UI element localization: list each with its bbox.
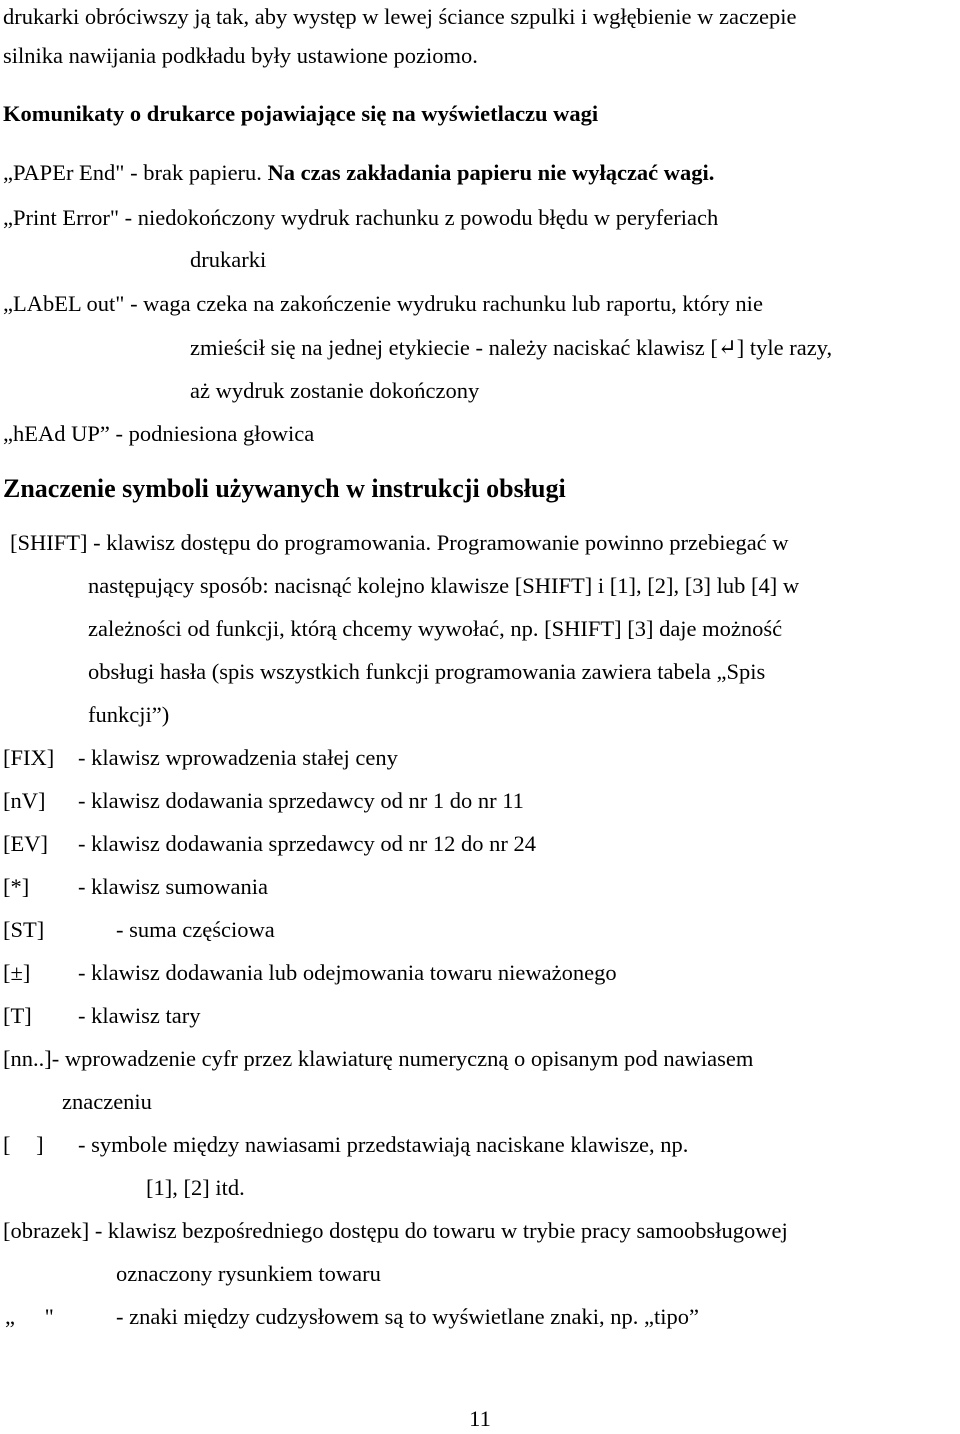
- sym-obrazek-line-1: [obrazek] - klawisz bezpośredniego dostępu do towaru w trybie pracy samoobsługowej: [3, 1218, 788, 1243]
- msg-label-out-line-1: „LAbEL out" - waga czeka na zakończenie wydruku rachunku lub raportu, który nie: [3, 291, 763, 316]
- intro-line-1: drukarki obróciwszy ją tak, aby występ w lewej ściance szpulki i wgłębienie w zaczepie: [3, 4, 797, 29]
- sym-star-desc: - klawisz sumowania: [78, 874, 268, 899]
- sym-shift-line-4: obsługi hasła (spis wszystkich funkcji programowania zawiera tabela „Spis: [88, 659, 766, 684]
- msg-paper-end-note: Na czas zakładania papieru nie wyłączać wagi.: [267, 160, 715, 185]
- sym-quotes-desc: - znaki między cudzysłowem są to wyświetlane znaki, np. „tipo”: [116, 1304, 699, 1329]
- sym-nv-desc: - klawisz dodawania sprzedawcy od nr 1 do nr 11: [78, 788, 524, 813]
- sym-nn-line-1: [nn..]- wprowadzenie cyfr przez klawiaturę numeryczną o opisanym pod nawiasem: [3, 1046, 754, 1071]
- sym-obrazek-line-2: oznaczony rysunkiem towaru: [116, 1261, 381, 1286]
- sym-shift-line-2: następujący sposób: nacisnąć kolejno klawisze [SHIFT] i [1], [2], [3] lub [4] w: [88, 573, 800, 598]
- sym-ev-desc: - klawisz dodawania sprzedawcy od nr 12 do nr 24: [78, 831, 536, 856]
- sym-fix-key: [FIX]: [3, 745, 55, 770]
- sym-brackets-key: [ ]: [3, 1132, 44, 1157]
- messages-heading: Komunikaty o drukarce pojawiające się na wyświetlaczu wagi: [3, 101, 599, 126]
- msg-print-error-line-1: „Print Error" - niedokończony wydruk rachunku z powodu błędu w peryferiach: [3, 205, 719, 230]
- sym-ev-key: [EV]: [3, 831, 48, 856]
- sym-quotes-key: „ ": [5, 1304, 54, 1329]
- page-number: 11: [469, 1406, 491, 1431]
- sym-shift-line-1: [SHIFT] - klawisz dostępu do programowania. Programowanie powinno przebiegać w: [10, 530, 789, 555]
- sym-t-key: [T]: [3, 1003, 32, 1028]
- sym-st-desc: - suma częściowa: [116, 917, 275, 942]
- sym-shift-line-5: funkcji”): [88, 702, 170, 727]
- msg-print-error-line-2: drukarki: [190, 247, 267, 272]
- sym-brackets-line-1: - symbole między nawiasami przedstawiają naciskane klawisze, np.: [78, 1132, 689, 1157]
- sym-nn-line-2: znaczeniu: [62, 1089, 152, 1114]
- sym-shift-line-3: zależności od funkcji, którą chcemy wywołać, np. [SHIFT] [3] daje możność: [88, 616, 783, 641]
- sym-fix-desc: - klawisz wprowadzenia stałej ceny: [78, 745, 398, 770]
- msg-label-out-line-3: aż wydruk zostanie dokończony: [190, 378, 480, 403]
- sym-pm-key: [±]: [3, 960, 31, 985]
- msg-paper-end-text: „PAPEr End" - brak papieru.: [3, 160, 262, 185]
- msg-head-up: „hEAd UP” - podniesiona głowica: [3, 421, 315, 446]
- sym-pm-desc: - klawisz dodawania lub odejmowania towaru nieważonego: [78, 960, 617, 985]
- msg-paper-end: [3, 158, 714, 188]
- sym-st-key: [ST]: [3, 917, 45, 942]
- symbols-heading: Znaczenie symboli używanych w instrukcji obsługi: [3, 474, 566, 503]
- sym-brackets-line-2: [1], [2] itd.: [146, 1175, 245, 1200]
- msg-label-out-line-2: zmieścił się na jednej etykiecie - należy naciskać klawisz [↵] tyle razy,: [190, 335, 833, 360]
- intro-line-2: silnika nawijania podkładu były ustawione poziomo.: [3, 43, 478, 68]
- sym-nv-key: [nV]: [3, 788, 46, 813]
- sym-t-desc: - klawisz tary: [78, 1003, 201, 1028]
- sym-star-key: [*]: [3, 874, 30, 899]
